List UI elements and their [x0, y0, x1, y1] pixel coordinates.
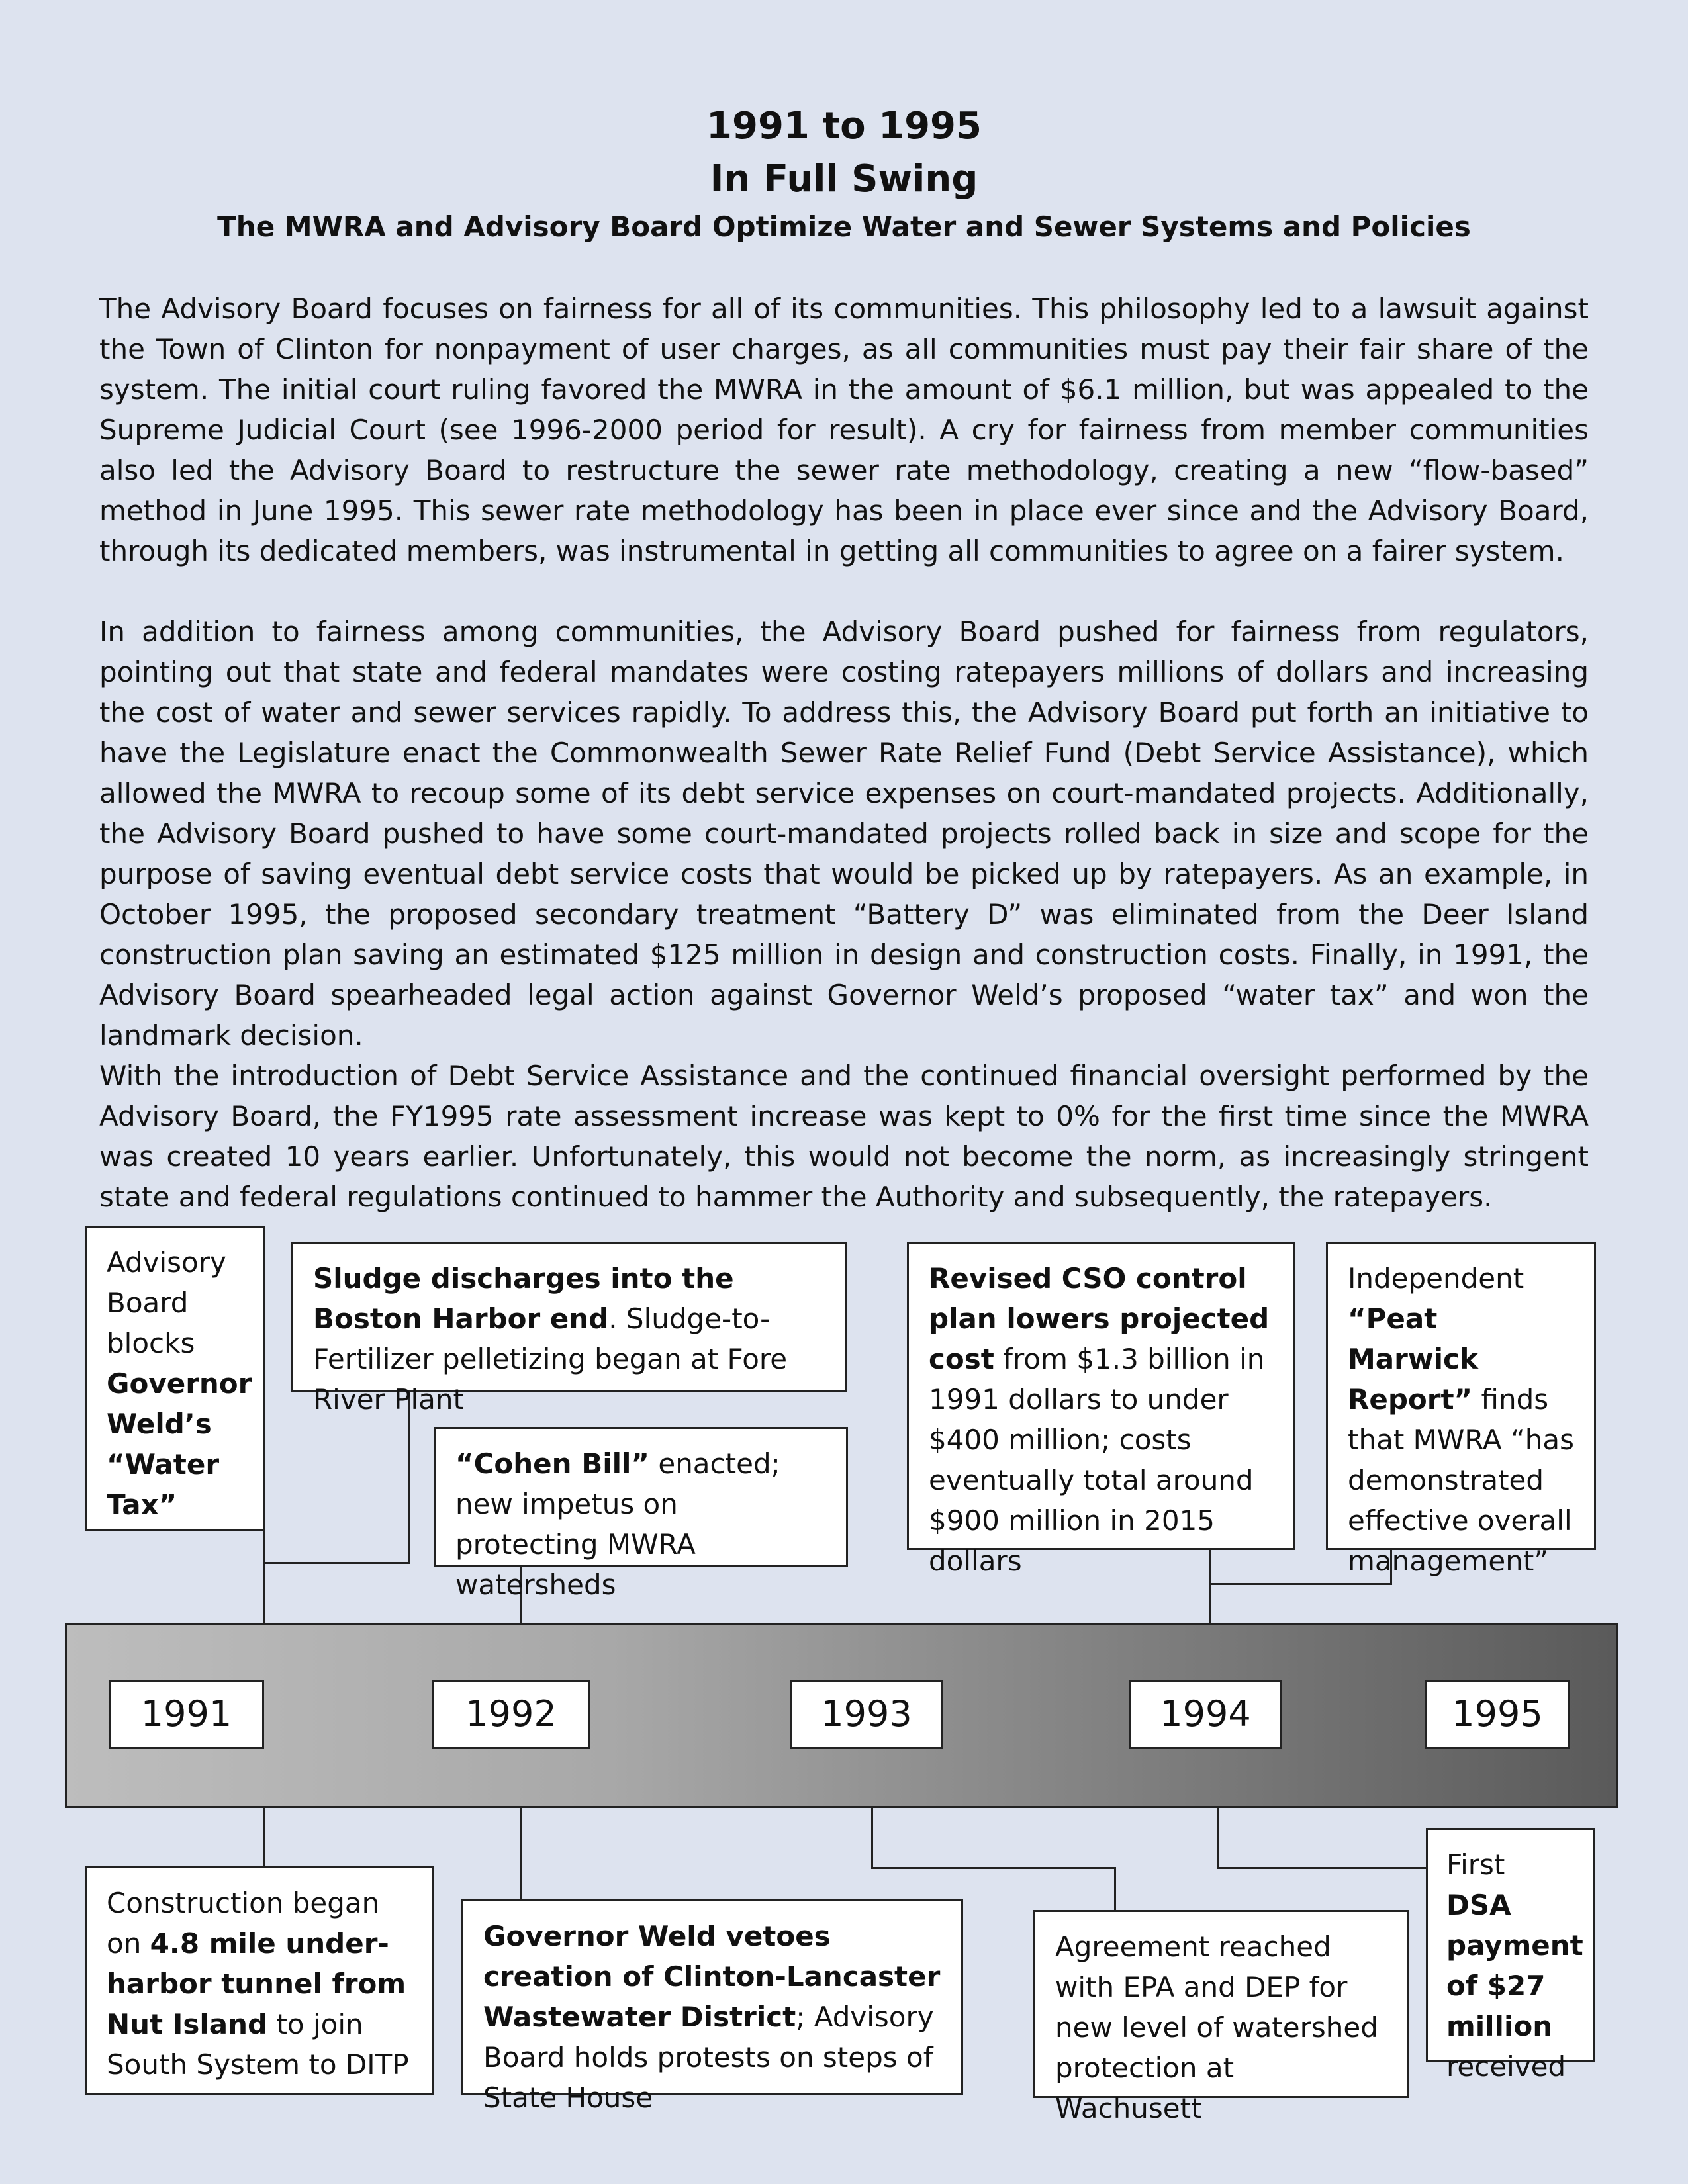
year-label-1993: 1993	[790, 1680, 943, 1749]
event-text: finds that MWRA “has demonstrated effective overall management”	[1348, 1383, 1574, 1577]
event-water-tax	[85, 1226, 265, 1531]
connector-line	[1217, 1808, 1219, 1869]
connector-line	[871, 1867, 1116, 1869]
connector-line	[1114, 1867, 1116, 1911]
event-cohen-bill	[434, 1427, 848, 1601]
connector-line	[1209, 1549, 1211, 1623]
page-title: 1991 to 1995	[706, 105, 982, 148]
event-cso-plan	[907, 1242, 1295, 1577]
connector-line	[263, 1562, 410, 1564]
connector-line	[1209, 1583, 1392, 1585]
event-veto	[461, 1899, 963, 2114]
event-sludge	[291, 1242, 847, 1416]
page-heading: In Full Swing	[710, 158, 978, 201]
event-highlight: Governor Weld’s “Water Tax”	[107, 1367, 252, 1521]
page-subtitle: The MWRA and Advisory Board Optimize Water and Sewer Systems and Policies	[217, 210, 1471, 243]
event-wachusett	[1033, 1910, 1409, 2124]
event-text: Agreement reached with EPA and DEP for new level of watershed protection at Wachusett	[1055, 1931, 1378, 2124]
year-label-1991: 1991	[109, 1680, 264, 1749]
connector-line	[263, 1808, 265, 1868]
event-dsa-payment	[1426, 1828, 1595, 2083]
paragraph-fairness: The Advisory Board focuses on fairness for all of its communities. This philosophy led to a lawsuit against the Town of Clinton for nonpayment of user charges, as all communities must pay their fair share of the system. The initial court ruling favored the MWRA in the amount of $6.1 million, but was appealed to the Supreme Judicial Court (see 1996-2000 period for result). A cry for fairness from member communities also led the Advisory Board to restructure the sewer rate methodology, creating a new “flow-based” method in June 1995. This sewer rate methodology has been in place ever since and the Advisory Board, through its dedicated members, was instrumental in getting all communities to agree on a fairer system.	[99, 293, 1589, 567]
event-text: from $1.3 billion in 1991 dollars to under $400 million; costs eventually total around $900 million in 2015 dollars	[929, 1343, 1265, 1577]
event-highlight: 4.8 mile under-harbor tunnel from Nut Island	[107, 1927, 406, 2040]
event-text: First	[1446, 1848, 1505, 1881]
year-label-1994: 1994	[1129, 1680, 1282, 1749]
event-highlight: Governor Weld vetoes creation of Clinton-Lancaster Wastewater District	[483, 1920, 941, 2033]
event-text: received	[1446, 2050, 1566, 2083]
event-highlight: “Peat Marwick Report”	[1348, 1302, 1478, 1416]
event-text: enacted; new impetus on protecting MWRA watersheds	[455, 1447, 780, 1601]
event-text: ; Advisory Board holds protests on steps of State House	[483, 2001, 934, 2114]
connector-line	[1217, 1867, 1427, 1869]
paragraph-regulators: In addition to fairness among communities, the Advisory Board pushed for fairness from regulators, pointing out that state and federal mandates were costing ratepayers millions of dollars and increasing the cost of water and sewer services rapidly. To address this, the Advisory Board put forth an initiative to have the Legislature enact the Commonwealth Sewer Rate Relief Fund (Debt Service Assistance), which allowed the MWRA to recoup some of its debt service expenses on court-mandated projects. Additionally, the Advisory Board pushed to have some court-mandated projects rolled back in size and scope for the purpose of saving eventual debt service costs that would be picked up by ratepayers. As an example, in October 1995, the proposed secondary treatment “Battery D” was eliminated from the Deer Island construction plan saving an estimated $125 million in design and construction costs. Finally, in 1991, the Advisory Board spearheaded legal action against Governor Weld’s proposed “water tax” and won the landmark decision.	[99, 615, 1589, 1052]
event-highlight: “Cohen Bill”	[455, 1447, 649, 1480]
paragraph-debt-service: With the introduction of Debt Service Assistance and the continued financial oversight performed by the Advisory Board, the FY1995 rate assessment increase was kept to 0% for the first time since the MWRA was created 10 years earlier. Unfortunately, this would not become the norm, as increasingly stringent state and federal regulations continued to hammer the Authority and subsequently, the ratepayers.	[99, 1060, 1589, 1213]
connector-line	[263, 1524, 265, 1623]
connector-line	[520, 1808, 522, 1901]
year-label-1995: 1995	[1425, 1680, 1570, 1749]
event-highlight: Sludge discharges into the Boston Harbor end	[313, 1262, 734, 1335]
connector-line	[871, 1808, 873, 1869]
event-text: Independent	[1348, 1262, 1524, 1295]
event-peat-marwick	[1326, 1242, 1596, 1577]
event-highlight: Revised CSO control plan lowers projected cost	[929, 1262, 1270, 1375]
year-label-1992: 1992	[432, 1680, 590, 1749]
event-tunnel	[85, 1866, 434, 2095]
event-text: Construction began on	[107, 1887, 380, 1960]
event-text: to join South System to DITP	[107, 2008, 409, 2081]
event-text: Advisory Board blocks	[107, 1246, 226, 1359]
event-text: . Sludge-to-Fertilizer pelletizing began at Fore River Plant	[313, 1302, 788, 1416]
event-highlight: DSA payment of $27 million	[1446, 1889, 1583, 2042]
